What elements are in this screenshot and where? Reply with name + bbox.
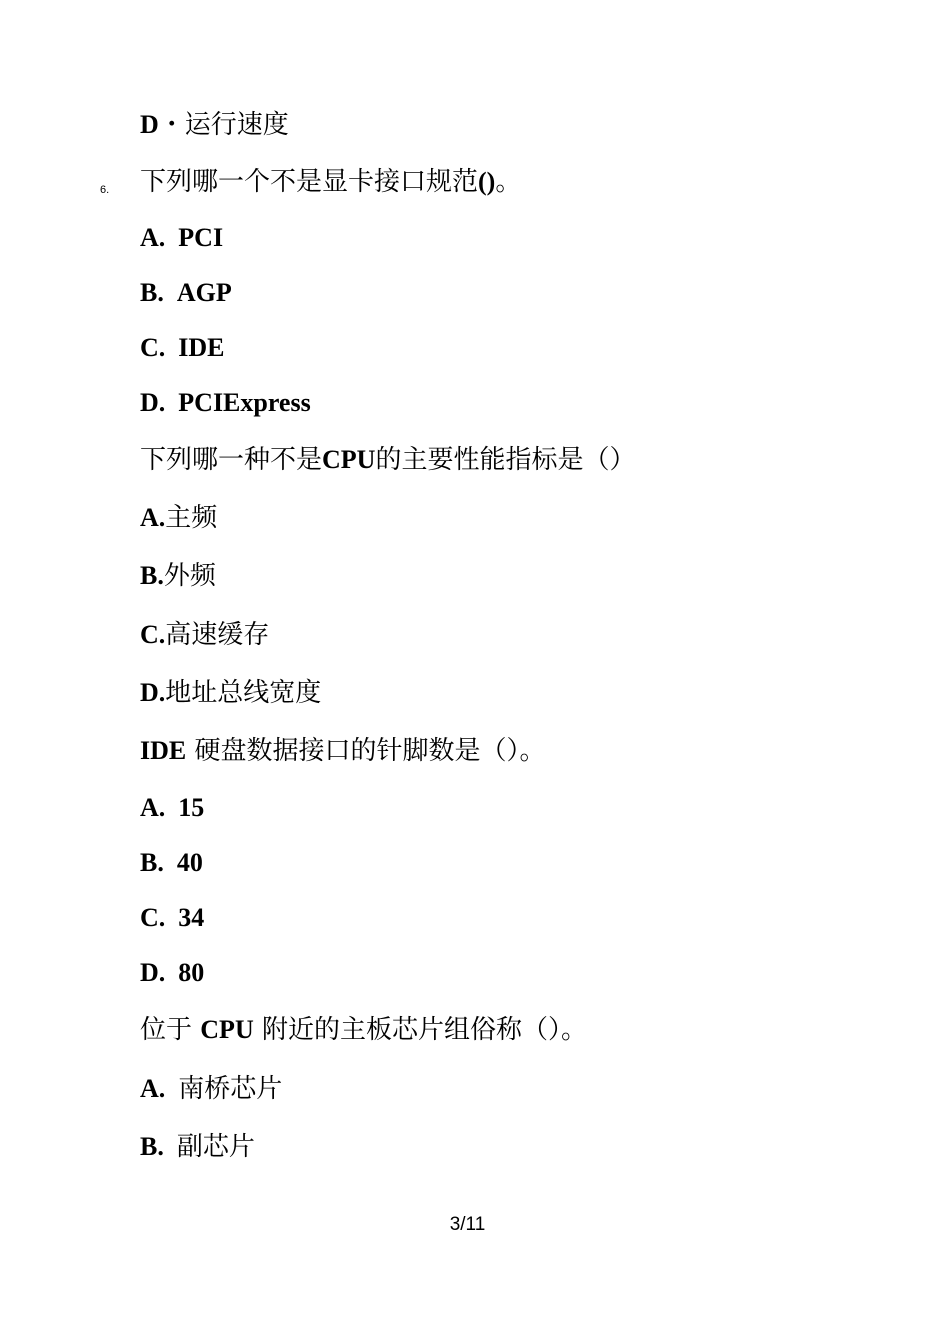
option-value: 地址总线宽度 [165,678,322,708]
q8-option-d [140,957,204,989]
q7-option-a [140,502,217,534]
option-value: PCIExpress [178,388,311,417]
question-parens: () [478,167,496,196]
option-value: 34 [178,903,205,932]
question-7-text [140,444,635,476]
option-value: AGP [176,278,232,307]
question-text-post: 附近的主板芯片组俗称（）。 [261,1015,587,1045]
q7-option-b [140,560,216,592]
option-letter: A. [140,1074,166,1103]
option-text: 运行速度 [184,110,289,140]
question-6-text [140,166,521,198]
option-letter: C. [140,903,166,932]
q6-option-d [140,387,311,419]
option-letter: B. [140,561,164,590]
question-text-post: 的主要性能指标是（） [375,445,636,475]
question-term: CPU [200,1015,254,1044]
option-value: PCI [178,223,224,252]
option-letter: D. [140,678,166,707]
option-letter: D [140,110,159,139]
option-value: 40 [176,848,203,877]
q7-option-c [140,619,269,651]
question-text-pre: 位于 [140,1015,193,1045]
option-letter: A. [140,223,166,252]
option-d-line [140,109,289,141]
question-9-text [140,1014,587,1046]
option-value: 15 [178,793,205,822]
question-term: IDE [140,736,187,765]
q6-option-b [140,277,232,309]
option-value: 80 [178,958,205,987]
option-value: IDE [178,333,225,362]
question-text-pre: 下列哪一种不是 [140,445,323,475]
q8-option-b [140,847,203,879]
q8-option-a [140,792,204,824]
q9-option-a [140,1073,282,1105]
q7-option-d [140,677,321,709]
option-letter: B. [140,278,164,307]
question-end: 。 [495,167,522,197]
question-8-text [140,735,546,767]
option-letter: A. [140,503,166,532]
option-letter: D. [140,388,166,417]
separator-dot: ・ [158,110,185,140]
q6-option-c [140,332,225,364]
option-value: 高速缓存 [165,620,270,650]
option-letter: C. [140,620,166,649]
page-number: 3/11 [449,1214,486,1235]
q9-option-b [140,1131,255,1163]
option-value: 外频 [163,561,216,591]
option-letter: D. [140,958,166,987]
question-text: 下列哪一个不是显卡接口规范 [140,167,479,197]
option-value: 主频 [165,503,218,533]
question-number: 6. [100,184,110,196]
option-letter: B. [140,1132,164,1161]
question-term: CPU [322,445,376,474]
question-text-post: 硬盘数据接口的针脚数是（）。 [194,736,546,766]
q8-option-c [140,902,204,934]
option-letter: B. [140,848,164,877]
option-letter: C. [140,333,166,362]
q6-option-a [140,222,223,254]
option-value: 副芯片 [176,1132,255,1162]
option-letter: A. [140,793,166,822]
option-value: 南桥芯片 [178,1074,283,1104]
